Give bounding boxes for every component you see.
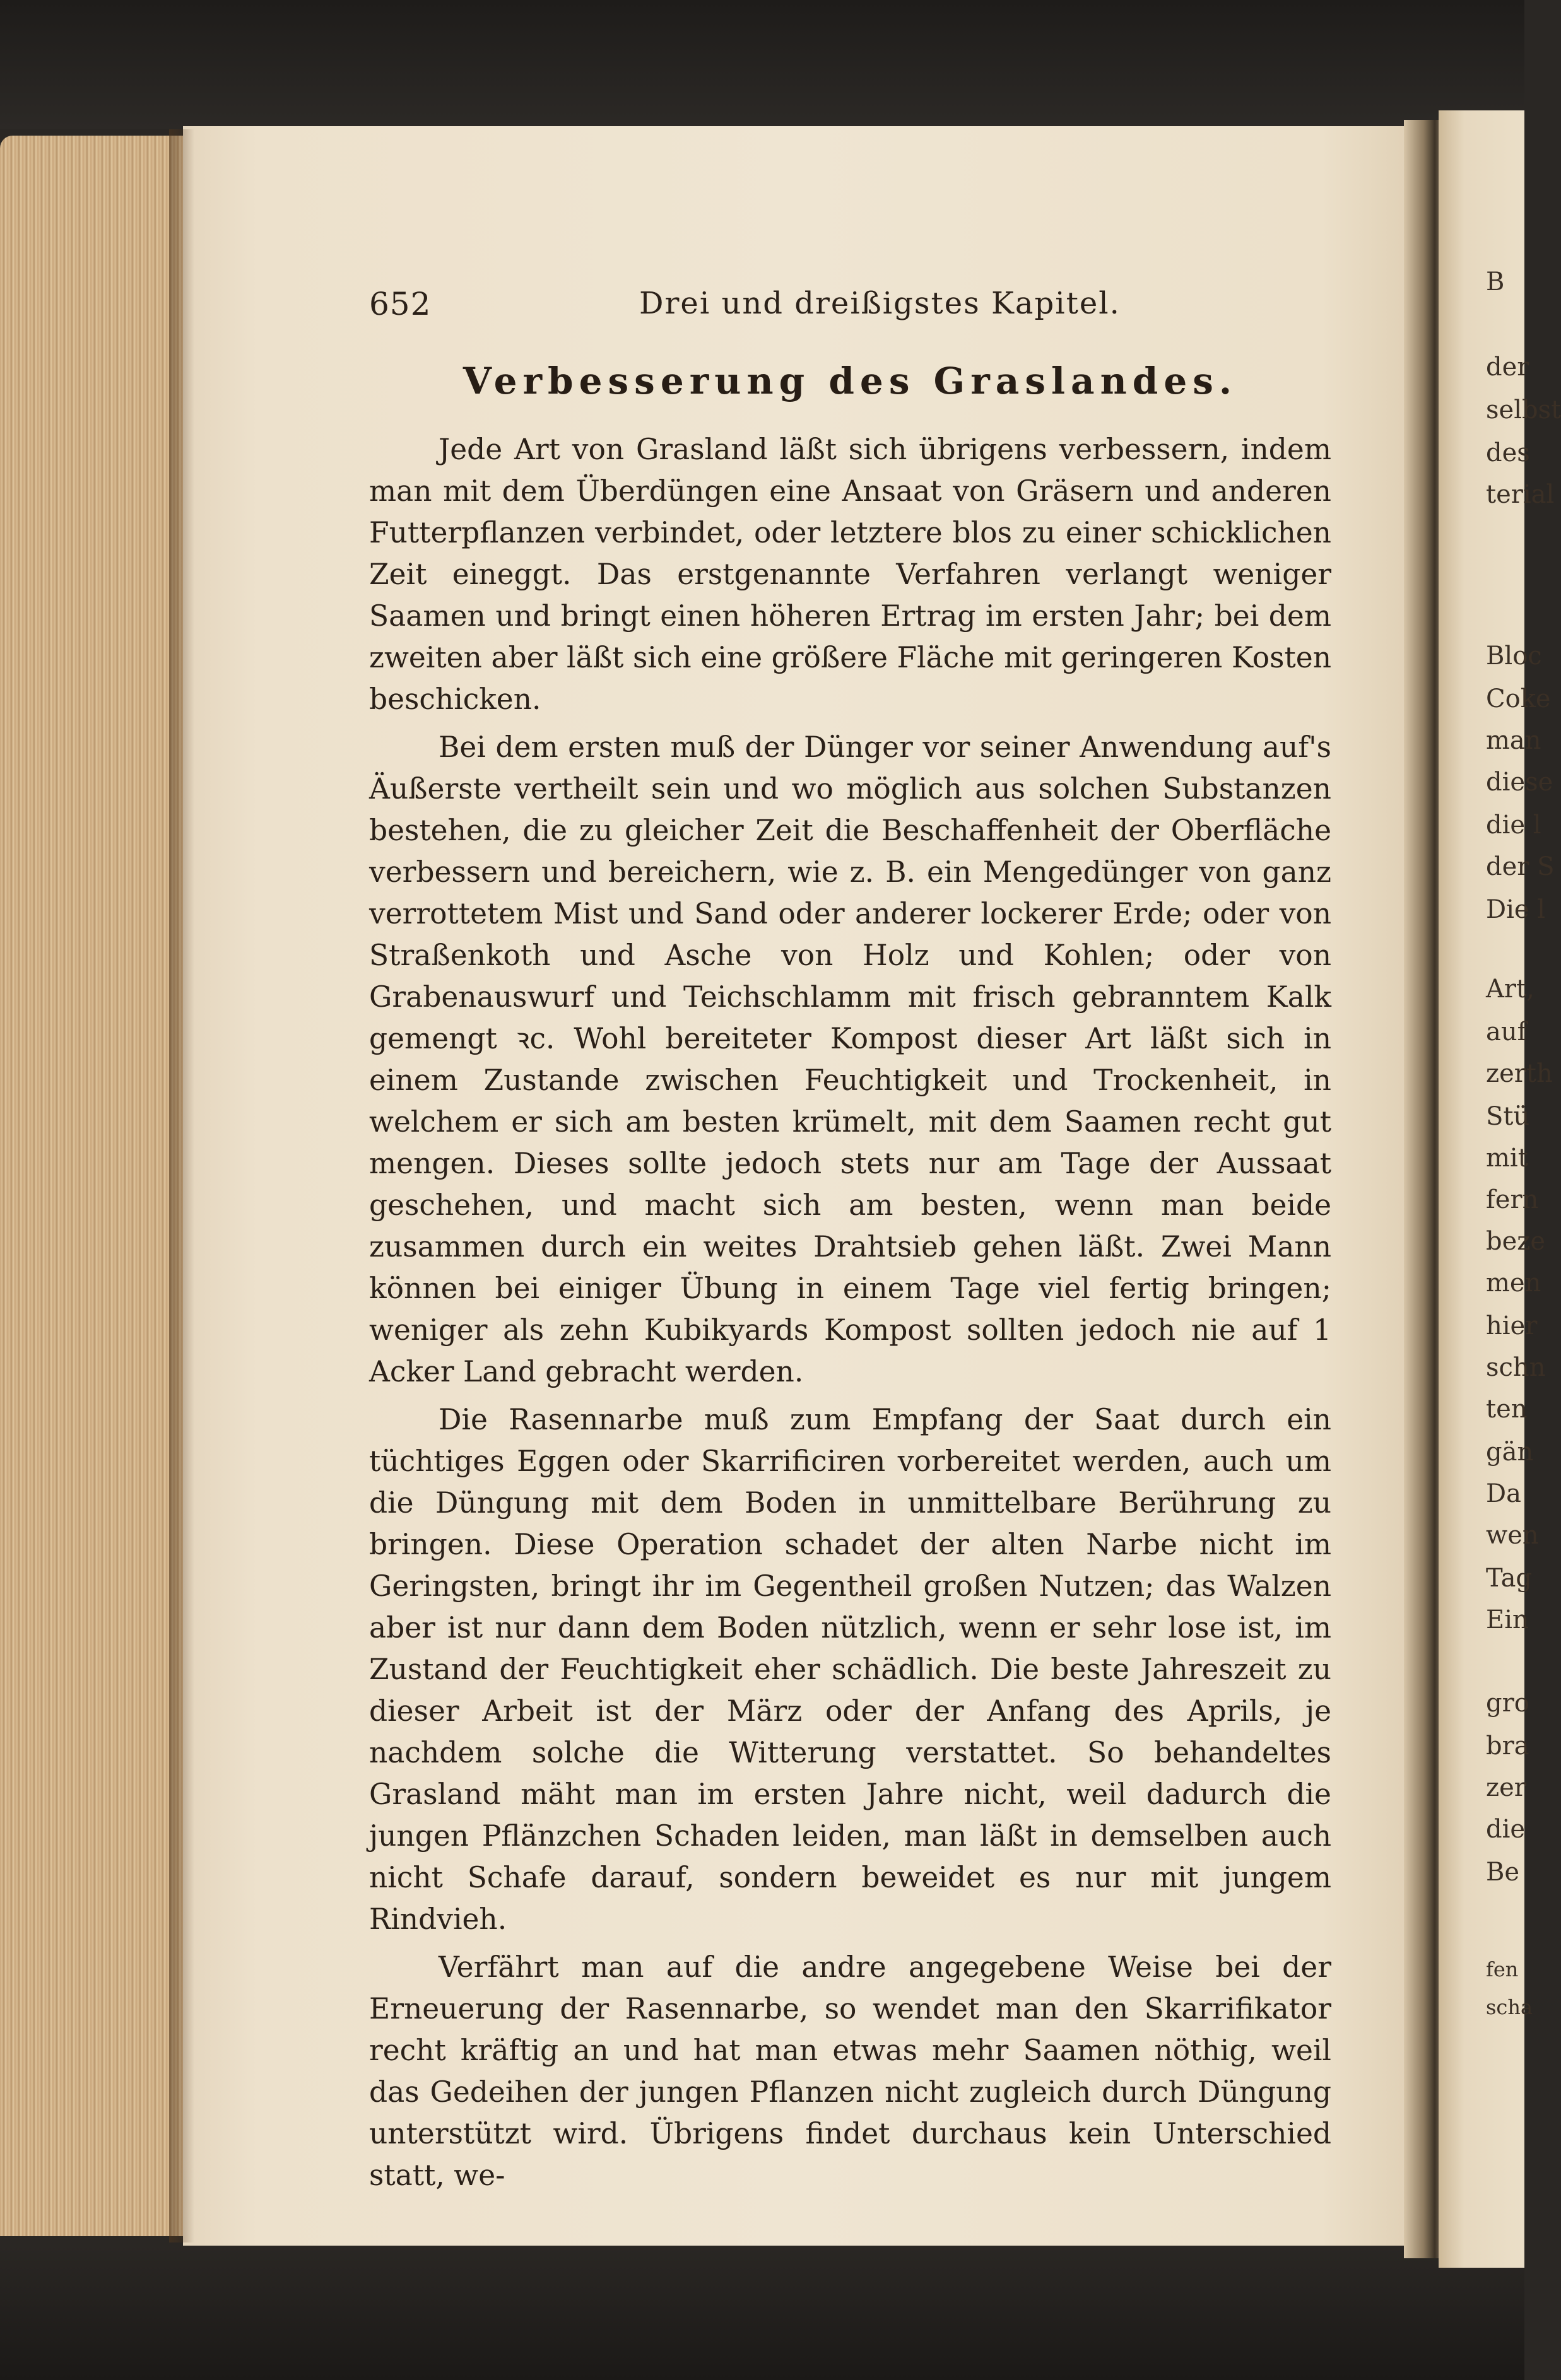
- facing-line: der S: [1486, 852, 1555, 881]
- facing-line: fen: [1486, 1957, 1519, 1981]
- facing-line: mit: [1486, 1144, 1528, 1173]
- facing-line: Tag: [1486, 1564, 1533, 1593]
- facing-line: Stü: [1486, 1102, 1530, 1131]
- facing-line: scha: [1486, 1995, 1533, 2019]
- facing-line: men: [1486, 1269, 1541, 1298]
- facing-page-text: [1486, 0, 1561, 2380]
- facing-line: gän: [1486, 1438, 1534, 1467]
- facing-line: die: [1486, 1815, 1526, 1844]
- facing-line: gro: [1486, 1689, 1529, 1718]
- body-text: [369, 429, 1331, 2203]
- facing-line: hier: [1486, 1311, 1538, 1340]
- facing-line: wen: [1486, 1521, 1539, 1550]
- page-number: 652: [369, 286, 432, 322]
- facing-line: auf: [1486, 1017, 1527, 1046]
- paragraph: Bei dem ersten muß der Dünger vor seiner Anwendung auf's Äußerste vertheilt sein und wo möglich aus solchen Substanzen bestehen, die zu gleicher Zeit die Beschaffenheit der Oberfläche verbessern und bereichern, wie z. B. ein Mengedünger von ganz verrottetem Mist und Sand oder anderer lockerer Erde; oder von Straßenkoth und Asche von Holz und Kohlen; oder von Grabenauswurf und Teichschlamm mit frisch gebranntem Kalk gemengt ꝛc. Wohl bereiteter Kompost dieser Art läßt sich in einem Zustande zwischen Feuchtigkeit und Trockenheit, in welchem er sich am besten krümelt, mit dem Saamen recht gut mengen. Dieses sollte jedoch stets nur am Tage der Aussaat geschehen, und macht sich am besten, wenn man beide zusammen durch ein weites Drahtsieb gehen läßt. Zwei Mann können bei einiger Übung in einem Tage viel fertig bringen; weniger als zehn Kubikyards Kompost sollten jedoch nie auf 1 Acker Land gebracht werden.: [369, 730, 1331, 1388]
- facing-line: schn: [1486, 1353, 1546, 1382]
- facing-line: bra: [1486, 1732, 1529, 1761]
- section-heading: Verbesserung des Graslandes.: [462, 360, 1238, 402]
- facing-line: Coke: [1486, 684, 1551, 713]
- paragraph: Die Rasennarbe muß zum Empfang der Saat durch ein tüchtiges Eggen oder Skarrificiren vorbereitet werden, auch um die Düngung mit dem Boden in unmittelbare Berührung zu bringen. Diese Operation schadet der alten Narbe nicht im Geringsten, bringt ihr im Gegentheil großen Nutzen; das Walzen aber ist nur dann dem Boden nützlich, wenn er sehr lose ist, im Zustand der Feuchtigkeit eher schädlich. Die beste Jahreszeit zu dieser Arbeit ist der März oder der Anfang des Aprils, je nachdem solche die Witterung verstattet. So behandeltes Grasland mäht man im ersten Jahre nicht, weil dadurch die jungen Pflänzchen Schaden leiden, man läßt in demselben auch nicht Schafe darauf, sondern beweidet es nur mit jungem Rindvieh.: [369, 1403, 1331, 1936]
- facing-line: der: [1486, 353, 1529, 382]
- facing-line: Bloc: [1486, 642, 1542, 671]
- paragraph: Verfährt man auf die andre angegebene Weise bei der Erneuerung der Rasennarbe, so wendet man den Skarrifikator recht kräftig an und hat man etwas mehr Saamen nöthig, weil das Gedeihen der jungen Pflanzen nicht zugleich durch Düngung unterstützt wird. Übrigens findet durchaus kein Unterschied statt, we-: [369, 1950, 1331, 2192]
- facing-line: Die l: [1486, 895, 1546, 924]
- facing-line: Ein: [1486, 1605, 1529, 1634]
- facing-line: B: [1486, 267, 1505, 296]
- paragraph: Jede Art von Grasland läßt sich übrigens verbessern, indem man mit dem Überdüngen eine Ansaat von Gräsern und anderen Futterpflanzen verbindet, oder letztere blos zu einer schicklichen Zeit eineggt. Das erstgenannte Verfahren verlangt weniger Saamen und bringt einen höheren Ertrag im ersten Jahr; bei dem zweiten aber läßt sich eine größere Fläche mit geringeren Kosten beschicken.: [369, 433, 1331, 716]
- facing-line: des: [1486, 438, 1530, 467]
- facing-line: Da: [1486, 1479, 1521, 1508]
- facing-line: beze: [1486, 1227, 1546, 1256]
- facing-line: diese: [1486, 768, 1553, 797]
- facing-line: Art,: [1486, 975, 1534, 1004]
- running-header: [369, 286, 1331, 336]
- facing-line: Be: [1486, 1858, 1520, 1887]
- facing-line: fern: [1486, 1185, 1539, 1214]
- facing-line: zer: [1486, 1773, 1526, 1802]
- page-edge-shadow: [169, 129, 194, 2242]
- facing-line: ten: [1486, 1395, 1528, 1424]
- backdrop-bottom: [0, 2246, 1524, 2380]
- running-title: Drei und dreißigstes Kapitel.: [639, 286, 1121, 321]
- facing-line: terial: [1486, 480, 1555, 509]
- facing-line: zerth: [1486, 1059, 1553, 1088]
- backdrop-top: [0, 0, 1524, 129]
- facing-line: selbst: [1486, 396, 1561, 425]
- facing-line: die l: [1486, 811, 1541, 840]
- facing-line: man: [1486, 726, 1541, 755]
- page-block-edge: [0, 136, 189, 2236]
